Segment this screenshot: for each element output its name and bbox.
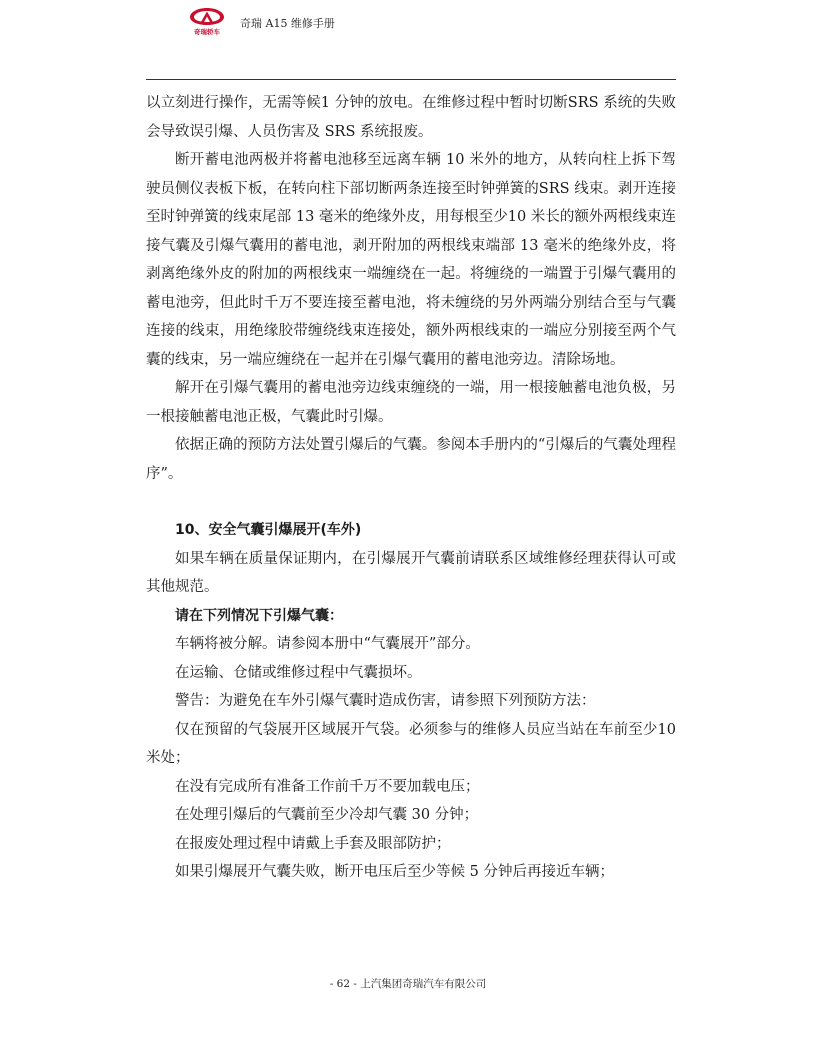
list-item: 在运输、仓储或维修过程中气囊损坏。 (175, 664, 422, 681)
list-item: 仅在预留的气袋展开区域展开气袋。必须参与的维修人员应当站在车前至少10 米处； (146, 721, 676, 766)
chery-logo (188, 6, 226, 36)
header-divider (146, 79, 676, 80)
list-item: 在处理引爆后的气囊前至少冷却气囊 30 分钟； (175, 807, 479, 823)
logo-text: 奇瑞轿车 (194, 28, 220, 36)
page-body (146, 89, 676, 887)
list-item: 在没有完成所有准备工作前千万不要加载电压； (175, 778, 480, 795)
page-header (146, 44, 676, 80)
paragraph-continued: 以立刻进行操作，无需等候1 分钟的放电。在维修过程中暂时切断SRS 系统的失败会导致误引爆、人员伤害及 SRS 系统报废。 (146, 95, 676, 140)
subheading-conditions: 请在下列情况下引爆气囊： (175, 607, 343, 624)
paragraph-wiring-procedure: 断开蓄电池两极并将蓄电池移至远离车辆 10 米外的地方，从转向柱上拆下驾驶员侧仪表板下板，在转向柱下部切断两条连接至时钟弹簧的SRS 线束。剥开连接至时钟弹簧的线束尾部 13 毫米的绝缘外皮，用每根至少10 米长的额外两根线束连接气囊及引爆气囊用的蓄电池，剥开附加的两根线束端部 13 毫米的绝缘外皮，将剥离绝缘外皮的附加的两根线束一端缠绕在一起。将缠绕的一端置于引爆气囊用的蓄电池旁，但此时千万不要连接至蓄电池，将未缠绕的另外两端分别结合至与气囊连接的线束，用绝缘胶带缠绕线束连接处，额外两根线束的一端应分别接至两个气囊的线束，另一端应缠绕在一起并在引爆气囊用的蓄电池旁边。清除场地。 (146, 152, 676, 368)
page-footer: - 62 - 上汽集团奇瑞汽车有限公司 (329, 978, 487, 990)
list-item: 如果引爆展开气囊失败，断开电压后至少等候 5 分钟后再接近车辆； (175, 864, 614, 880)
paragraph-trigger: 解开在引爆气囊用的蓄电池旁边线束缠绕的一端，用一根接触蓄电池负极，另一根接触蓄电池正极，气囊此时引爆。 (146, 380, 676, 425)
paragraph-warranty: 如果车辆在质量保证期内，在引爆展开气囊前请联系区域维修经理获得认可或其他规范。 (146, 550, 676, 595)
list-item: 车辆将被分解。请参阅本册中“气囊展开”部分。 (175, 636, 480, 652)
warning-text: 警告：为避免在车外引爆气囊时造成伤害，请参照下列预防方法： (175, 693, 596, 709)
list-item: 在报废处理过程中请戴上手套及眼部防护； (175, 835, 451, 852)
section-spacer (146, 488, 676, 516)
paragraph-disposal: 依据正确的预防方法处置引爆后的气囊。参阅本手册内的“引爆后的气囊处理程序”。 (146, 437, 676, 482)
manual-title: 奇瑞 A15 维修手册 (240, 17, 335, 30)
section-heading: 10、安全气囊引爆展开(车外) (175, 522, 362, 538)
